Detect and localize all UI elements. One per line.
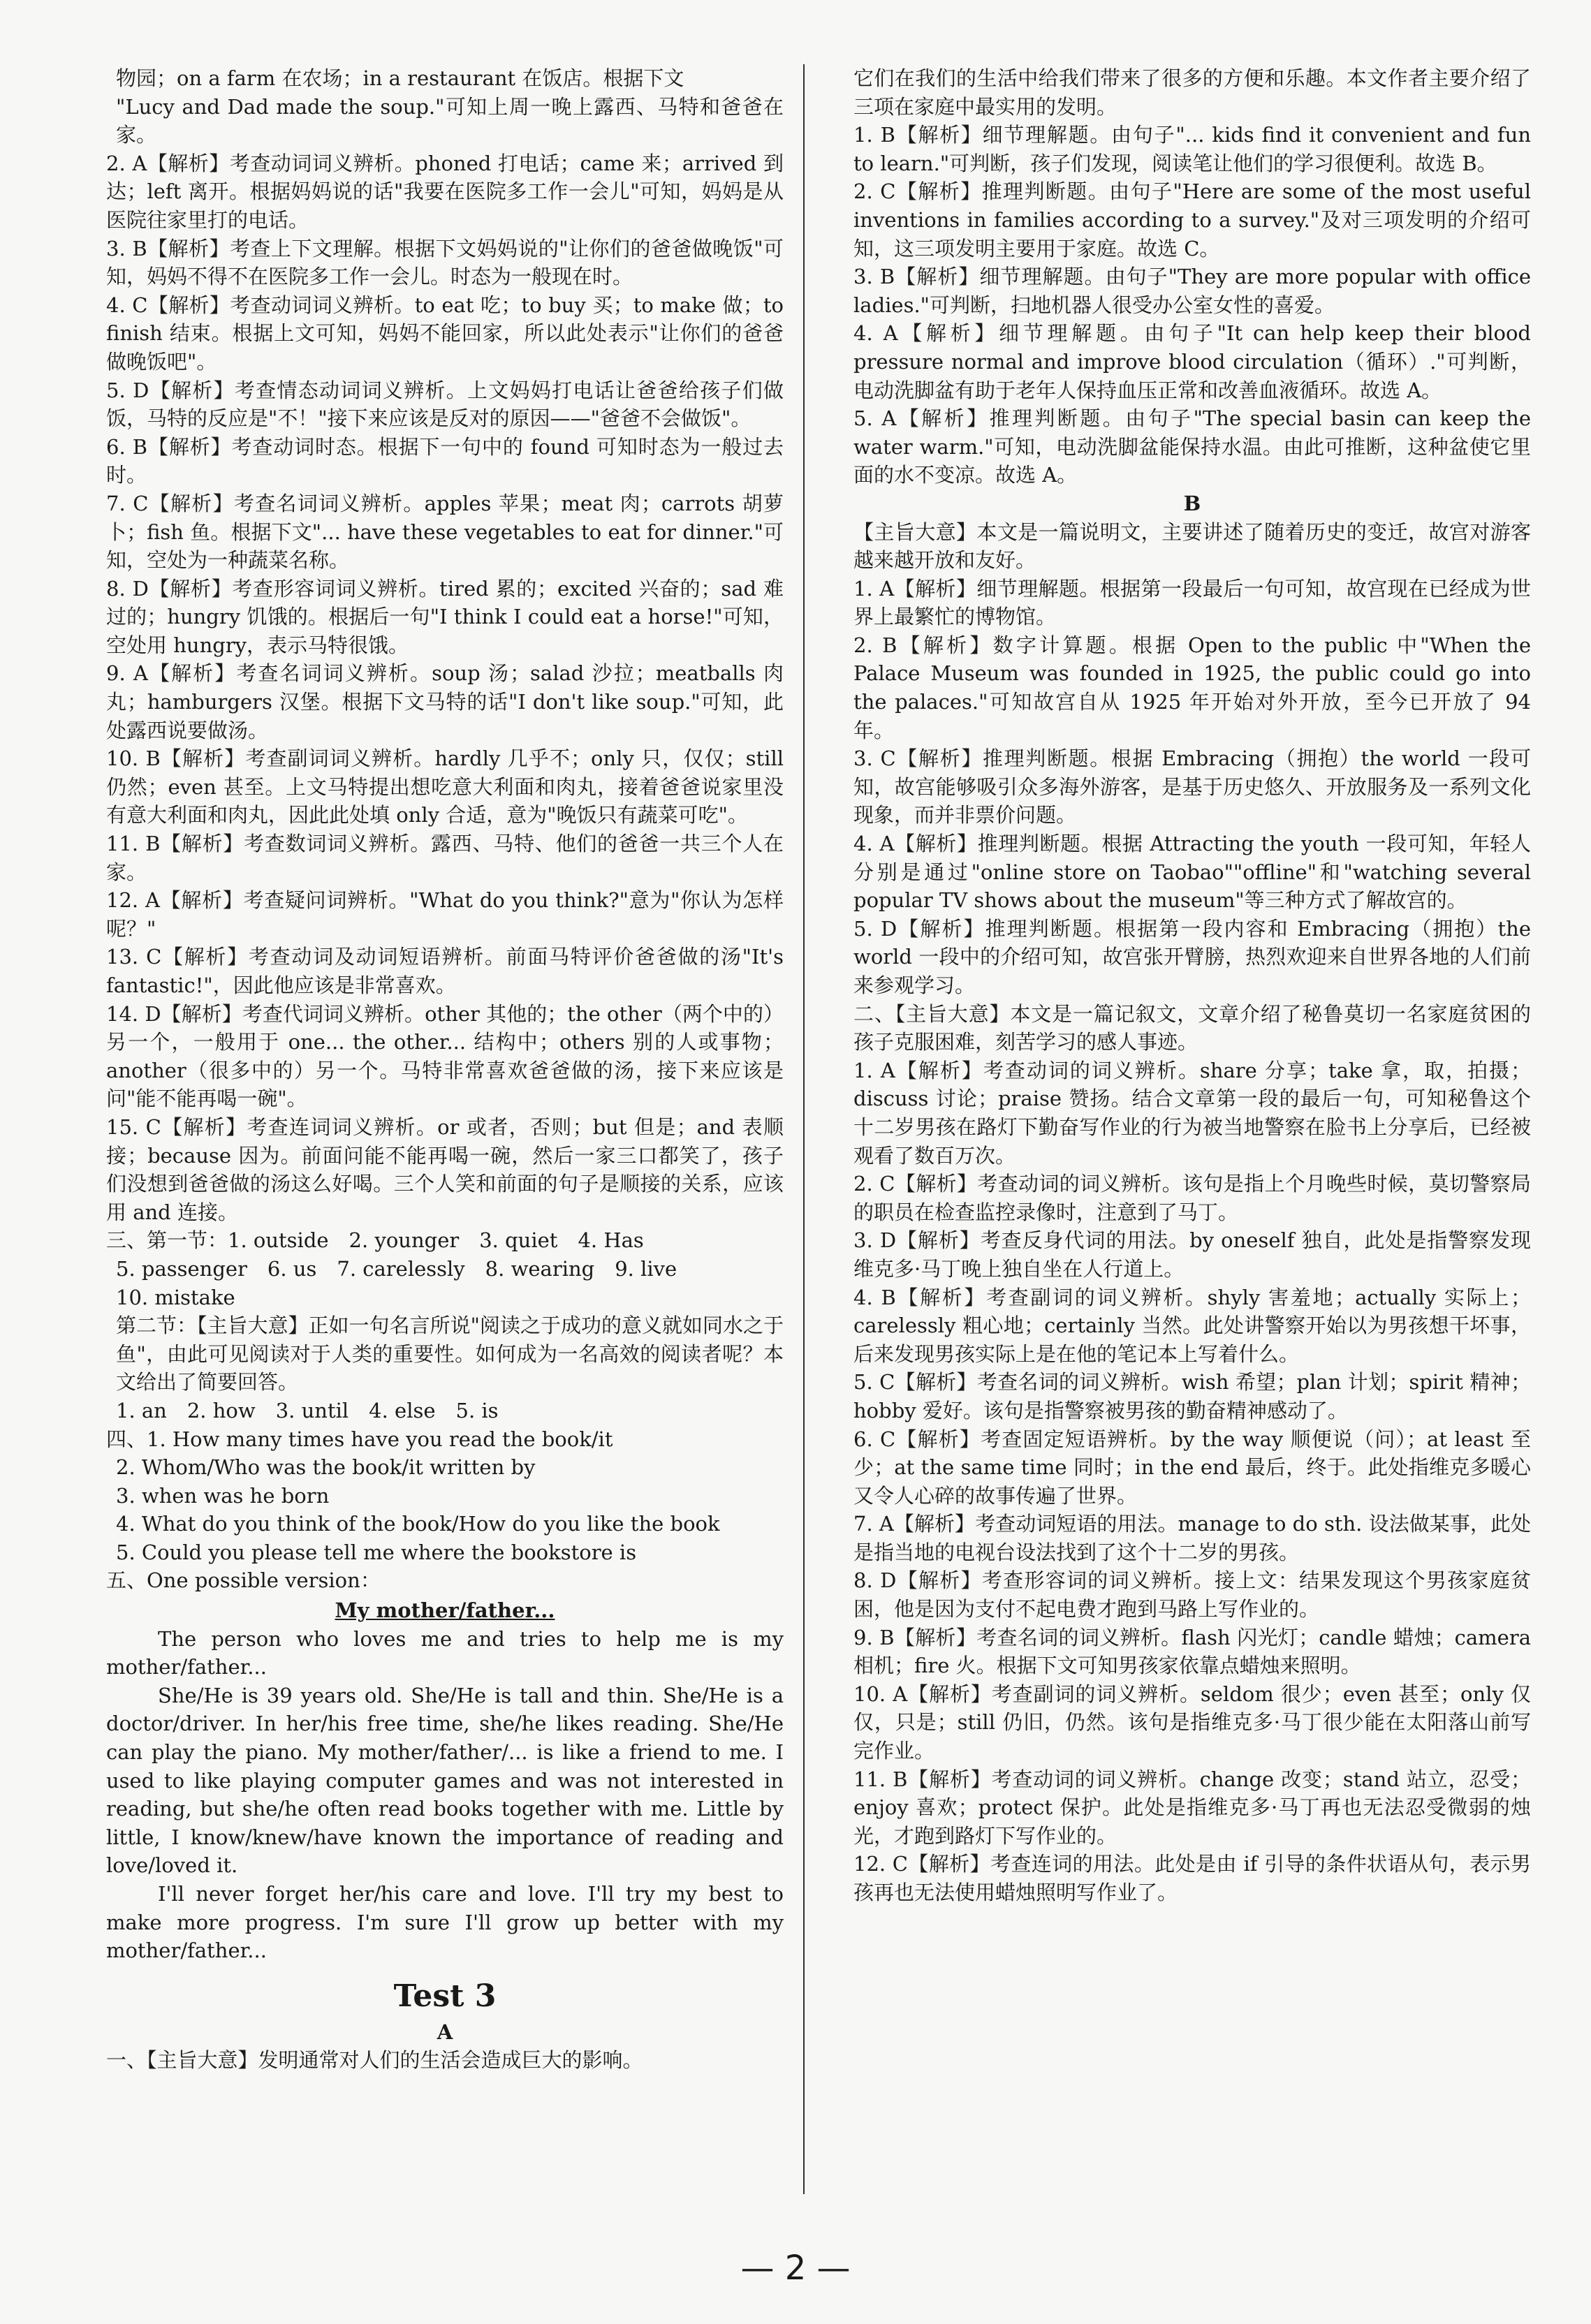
answer-paragraph: 13. C【解析】考查动词及动词短语辨析。前面马特评价爸爸做的汤"It's fantastic!"，因此他应该是非常喜欢。 bbox=[106, 945, 784, 997]
test-title: Test 3 bbox=[393, 1978, 497, 2014]
answer-paragraph: 1. A【解析】考查动词的词义辨析。share 分享；take 拿，取，拍摄；discuss 讨论；praise 赞扬。结合文章第一段的最后一句，可知秘鲁这个十二岁男孩在路灯下勤奋写作业的行为被当地警察在脸书上分享后，已经被观看了数百万次。 bbox=[853, 1058, 1531, 1168]
answer-paragraph: 4. C【解析】考查动词词义辨析。to eat 吃；to buy 买；to make 做；to finish 结束。根据上文可知，妈妈不能回家，所以此处表示"让你们的爸爸做晚饭吧"。 bbox=[106, 293, 784, 374]
answer-paragraph: 1. A【解析】细节理解题。根据第一段最后一句可知，故宫现在已经成为世界上最繁忙的博物馆。 bbox=[853, 576, 1531, 629]
answer-paragraph: 10. mistake bbox=[116, 1285, 235, 1309]
answer-paragraph: 11. B【解析】考查动词的词义辨析。change 改变；stand 站立，忍受；enjoy 喜欢；protect 保护。此处是指维克多·马丁再也无法忍受微弱的烛光，才跑到路灯下写作业的。 bbox=[853, 1767, 1531, 1848]
answer-paragraph: 3. when was he born bbox=[116, 1483, 330, 1508]
answer-paragraph: The person who loves me and tries to help me is my mother/father... bbox=[106, 1626, 784, 1679]
right-column bbox=[853, 64, 1531, 2187]
answer-paragraph: 5. Could you please tell me where the bookstore is bbox=[116, 1540, 637, 1564]
answer-paragraph: 10. B【解析】考查副词词义辨析。hardly 几乎不；only 只，仅仅；still 仍然；even 甚至。上文马特提出想吃意大利面和肉丸，接着爸爸说家里没有意大利面和肉丸，因此此处填 only 合适，意为"晚饭只有蔬菜可吃"。 bbox=[106, 747, 784, 828]
answer-paragraph: 1. B【解析】细节理解题。由句子"... kids find it convenient and fun to learn."可判断，孩子们发现，阅读笔让他们的学习很便利。故选 B。 bbox=[853, 123, 1531, 175]
answer-paragraph: 8. D【解析】考查形容词词义辨析。tired 累的；excited 兴奋的；sad 难过的；hungry 饥饿的。根据后一句"I think I could eat a horse!"可知，空处用 hungry，表示马特很饿。 bbox=[106, 576, 784, 657]
answer-paragraph: 4. A【解析】推理判断题。根据 Attracting the youth 一段可知，年轻人分别是通过"online store on Taobao""offline"和"watching several popular TV shows about the museum"等三种方式了解故宫的。 bbox=[853, 832, 1531, 913]
answer-paragraph: 5. D【解析】考查情态动词词义辨析。上文妈妈打电话让爸爸给孩子们做饭，马特的反应是"不！"接下来应该是反对的原因——"爸爸不会做饭"。 bbox=[106, 378, 784, 431]
left-column bbox=[106, 64, 784, 2187]
answer-paragraph: 3. C【解析】推理判断题。根据 Embracing（拥抱）the world 一段可知，故宫能够吸引众多海外游客，是基于历史悠久、开放服务及一系列文化现象，而并非票价问题。 bbox=[853, 747, 1531, 828]
answer-paragraph: 4. A【解析】细节理解题。由句子"It can help keep their blood pressure normal and improve blood circulation（循环）."可判断，电动洗脚盆有助于老年人保持血压正常和改善血液循环。故选 A。 bbox=[853, 321, 1531, 402]
answer-paragraph: 2. C【解析】考查动词的词义辨析。该句是指上个月晚些时候，莫切警察局的职员在检查监控录像时，注意到了马丁。 bbox=[853, 1172, 1531, 1224]
answer-paragraph: 6. B【解析】考查动词时态。根据下一句中的 found 可知时态为一般过去时。 bbox=[106, 434, 784, 487]
answer-paragraph: 2. A【解析】考查动词词义辨析。phoned 打电话；came 来；arrived 到达；left 离开。根据妈妈说的话"我要在医院多工作一会儿"可知，妈妈是从医院往家里打的电话。 bbox=[106, 151, 784, 232]
answer-paragraph: 5. D【解析】推理判断题。根据第一段内容和 Embracing（拥抱）the world 一段中的介绍可知，故宫张开臂膀，热烈欢迎来自世界各地的人们前来参观学习。 bbox=[853, 916, 1531, 997]
answer-paragraph: 4. B【解析】考查副词的词义辨析。shyly 害羞地；actually 实际上；carelessly 粗心地；certainly 当然。此处讲警察开始以为男孩想干坏事，后来发现男孩实际上是在他的笔记本上写着什么。 bbox=[853, 1285, 1531, 1366]
section-heading: B bbox=[1183, 491, 1201, 515]
answer-paragraph: 15. C【解析】考查连词词义辨析。or 或者，否则；but 但是；and 表顺接；because 因为。前面问能不能再喝一碗，然后一家三口都笑了，孩子们没想到爸爸做的汤这么好喝。三个人笑和前面的句子是顺接的关系，应该用 and 连接。 bbox=[106, 1115, 784, 1224]
answer-paragraph: 12. C【解析】考查连词的用法。此处是由 if 引导的条件状语从句，表示男孩再也无法使用蜡烛照明写作业了。 bbox=[853, 1852, 1531, 1904]
answer-paragraph: 14. D【解析】考查代词词义辨析。other 其他的；the other（两个中的）另一个，一般用于 one... the other... 结构中；others 别的人或事物；another（很多中的）另一个。马特非常喜欢爸爸做的汤，接下来应该是问"能不能再喝一碗"。 bbox=[106, 1001, 784, 1111]
answer-paragraph: "Lucy and Dad made the soup."可知上周一晚上露西、马特和爸爸在家。 bbox=[116, 94, 784, 147]
answer-paragraph: 物园；on a farm 在农场；in a restaurant 在饭店。根据下文 bbox=[116, 66, 684, 90]
answer-paragraph: 五、One possible version： bbox=[106, 1568, 381, 1593]
answer-paragraph: 1. an 2. how 3. until 4. else 5. is bbox=[116, 1398, 499, 1422]
answer-paragraph: 2. C【解析】推理判断题。由句子"Here are some of the most useful inventions in families according to a survey."及对三项发明的介绍可知，这三项发明主要用于家庭。故选 C。 bbox=[853, 179, 1531, 260]
answer-paragraph: 【主旨大意】本文是一篇说明文，主要讲述了随着历史的变迁，故宫对游客越来越开放和友好。 bbox=[853, 520, 1531, 573]
answer-paragraph: 10. A【解析】考查副词的词义辨析。seldom 很少；even 甚至；only 仅仅，只是；still 仍旧，仍然。该句是指维克多·马丁很少能在太阳落山前写完作业。 bbox=[853, 1682, 1531, 1763]
answer-paragraph: 它们在我们的生活中给我们带来了很多的方便和乐趣。本文作者主要介绍了三项在家庭中最实用的发明。 bbox=[853, 66, 1531, 119]
answer-paragraph: 一、【主旨大意】发明通常对人们的生活会造成巨大的影响。 bbox=[106, 2048, 643, 2073]
answer-paragraph: 2. B【解析】数字计算题。根据 Open to the public 中"When the Palace Museum was founded in 1925, the public could go into the palaces."可知故宫自从 1925 年开始对外开放，至今已开放了 94 年。 bbox=[853, 633, 1531, 742]
answer-paragraph: 12. A【解析】考查疑问词辨析。"What do you think?"意为"你认为怎样呢？" bbox=[106, 888, 784, 941]
answer-paragraph: She/He is 39 years old. She/He is tall and thin. She/He is a doctor/driver. In her/his free time, she/he likes reading. She/He can play the piano. My mother/father/... is like a friend to me. I used to like playing computer games and was not interested in reading, but she/he often read books together with me. Little by little, I know/knew/have known the importance of reading and love/loved it. bbox=[106, 1683, 784, 1878]
answer-paragraph: 四、1. How many times have you read the book/it bbox=[106, 1427, 613, 1451]
answer-paragraph: 9. B【解析】考查名词的词义辨析。flash 闪光灯；candle 蜡烛；camera 相机；fire 火。根据下文可知男孩家依靠点蜡烛来照明。 bbox=[853, 1625, 1531, 1678]
answer-paragraph: 二、【主旨大意】本文是一篇记叙文，文章介绍了秘鲁莫切一名家庭贫困的孩子克服困难，刻苦学习的感人事迹。 bbox=[853, 1001, 1531, 1054]
answer-paragraph: 3. D【解析】考查反身代词的用法。by oneself 独自，此处是指警察发现维克多·马丁晚上独自坐在人行道上。 bbox=[853, 1228, 1531, 1281]
answer-paragraph: 三、第一节：1. outside 2. younger 3. quiet 4. Has bbox=[106, 1228, 644, 1253]
essay-title: My mother/father... bbox=[335, 1598, 555, 1623]
answer-paragraph: 11. B【解析】考查数词词义辨析。露西、马特、他们的爸爸一共三个人在家。 bbox=[106, 832, 784, 884]
answer-paragraph: 5. passenger 6. us 7. carelessly 8. wearing 9. live bbox=[116, 1256, 677, 1281]
answer-paragraph: 9. A【解析】考查名词词义辨析。soup 汤；salad 沙拉；meatballs 肉丸；hamburgers 汉堡。根据下文马特的话"I don't like soup."可知，此处露西说要做汤。 bbox=[106, 661, 784, 742]
answer-paragraph: 4. What do you think of the book/How do you like the book bbox=[116, 1512, 720, 1536]
section-heading: A bbox=[437, 2020, 453, 2044]
answer-paragraph: I'll never forget her/his care and love. I'll try my best to make more progress. I'm sure I'll grow up better with my mother/father... bbox=[106, 1882, 784, 1963]
answer-paragraph: 3. B【解析】细节理解题。由句子"They are more popular with office ladies."可判断，扫地机器人很受办公室女性的喜爱。 bbox=[853, 265, 1531, 317]
answer-paragraph: 2. Whom/Who was the book/it written by bbox=[116, 1455, 536, 1480]
answer-paragraph: 7. C【解析】考查名词词义辨析。apples 苹果；meat 肉；carrots 胡萝卜；fish 鱼。根据下文"... have these vegetables to eat for dinner."可知，空处为一种蔬菜名称。 bbox=[106, 491, 784, 573]
answer-paragraph: 5. C【解析】考查名词的词义辨析。wish 希望；plan 计划；spirit 精神；hobby 爱好。该句是指警察被男孩的勤奋精神感动了。 bbox=[853, 1370, 1531, 1422]
answer-paragraph: 6. C【解析】考查固定短语辨析。by the way 顺便说（问）；at least 至少；at the same time 同时；in the end 最后，终于。此处指维克多暖心又令人心碎的故事传遍了世界。 bbox=[853, 1427, 1531, 1508]
answer-paragraph: 8. D【解析】考查形容词的词义辨析。接上文：结果发现这个男孩家庭贫困，他是因为支付不起电费才跑到马路上写作业的。 bbox=[853, 1568, 1531, 1621]
page-number: — 2 — bbox=[740, 2249, 851, 2288]
answer-paragraph: 第二节：【主旨大意】正如一句名言所说"阅读之于成功的意义就如同水之于鱼"，由此可见阅读对于人类的重要性。如何成为一名高效的阅读者呢？本文给出了简要回答。 bbox=[116, 1314, 784, 1395]
answer-paragraph: 7. A【解析】考查动词短语的用法。manage to do sth. 设法做某事，此处是指当地的电视台设法找到了这个十二岁的男孩。 bbox=[853, 1512, 1531, 1564]
answer-paragraph: 5. A【解析】推理判断题。由句子"The special basin can keep the water warm."可知，电动洗脚盆能保持水温。由此可推断，这种盆使它里面的水不变凉。故选 A。 bbox=[853, 406, 1531, 487]
column-divider bbox=[803, 64, 805, 2194]
answer-paragraph: 3. B【解析】考查上下文理解。根据下文妈妈说的"让你们的爸爸做晚饭"可知，妈妈不得不在医院多工作一会儿。时态为一般现在时。 bbox=[106, 236, 784, 289]
